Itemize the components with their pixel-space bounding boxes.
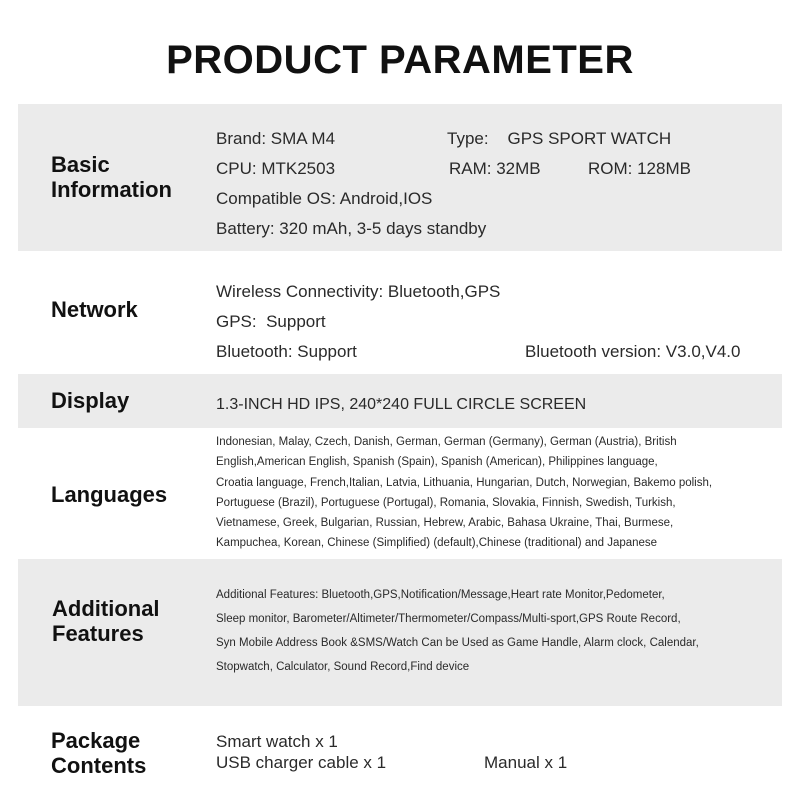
usb-charger-item: USB charger cable x 1 <box>216 753 387 772</box>
brand-text: Brand: SMA M4 <box>216 129 336 148</box>
languages-line: Portuguese (Brazil), Portuguese (Portugal), Romania, Slovakia, Finnish, Swedish, Turkish, <box>216 496 676 509</box>
basic-label-line1: Basic <box>51 152 110 177</box>
languages-line: Indonesian, Malay, Czech, Danish, German, German (Germany), German (Austria), British <box>216 436 677 448</box>
page-title: PRODUCT PARAMETER <box>166 38 634 82</box>
additional-features-line: Sleep monitor, Barometer/Altimeter/Thermometer/Compass/Multi-sport,GPS Route Record, <box>216 613 681 625</box>
languages-section <box>18 428 782 559</box>
rom-text: ROM: 128MB <box>588 159 691 178</box>
display-label: Display <box>51 388 130 413</box>
package-label-line2: Contents <box>51 753 147 778</box>
additional-features-section <box>18 559 782 706</box>
basic-information-label <box>51 152 172 202</box>
additional-label-line1: Additional <box>52 596 160 621</box>
manual-item: Manual x 1 <box>484 753 568 772</box>
additional-features-line: Additional Features: Bluetooth,GPS,Notification/Message,Heart rate Monitor,Pedometer, <box>216 589 665 601</box>
languages-line: English,American English, Spanish (Spain), Spanish (American), Philippines language, <box>216 456 658 469</box>
wireless-text: Wireless Connectivity: Bluetooth,GPS <box>216 282 501 301</box>
package-contents-label <box>51 728 146 778</box>
additional-features-line: Stopwatch, Calculator, Sound Record,Find device <box>216 661 470 673</box>
additional-features-label <box>52 596 160 646</box>
languages-text <box>216 432 751 554</box>
type-text: Type: GPS SPORT WATCH <box>447 129 672 148</box>
additional-features-line: Syn Mobile Address Book &SMS/Watch Can be Used as Game Handle, Alarm clock, Calendar, <box>216 637 699 649</box>
bluetooth-version-text: Bluetooth version: V3.0,V4.0 <box>525 342 741 361</box>
display-section <box>18 374 782 428</box>
display-text: 1.3-INCH HD IPS, 240*240 FULL CIRCLE SCREEN <box>216 396 587 413</box>
languages-label: Languages <box>51 482 168 507</box>
cpu-text: CPU: MTK2503 <box>216 159 336 178</box>
compatible-os-text: Compatible OS: Android,IOS <box>216 189 433 208</box>
smart-watch-item: Smart watch x 1 <box>216 732 338 751</box>
ram-text: RAM: 32MB <box>449 159 541 178</box>
battery-text: Battery: 320 mAh, 3-5 days standby <box>216 219 487 238</box>
basic-information-section <box>18 104 782 251</box>
network-section <box>18 251 782 373</box>
basic-label-line2: Information <box>51 177 172 202</box>
languages-line: Vietnamese, Greek, Bulgarian, Russian, Hebrew, Arabic, Bahasa Ukraine, Thai, Burmese, <box>216 517 674 530</box>
package-contents-section <box>18 706 782 800</box>
package-label-line1: Package <box>51 728 141 753</box>
additional-features-text <box>216 583 751 679</box>
additional-label-line2: Features <box>52 621 144 646</box>
network-label: Network <box>51 297 138 322</box>
languages-line: Croatia language, French,Italian, Latvia, Lithuania, Hungarian, Dutch, Norwegian, Bakemo polish, <box>216 476 713 489</box>
gps-text: GPS: Support <box>216 312 326 331</box>
languages-line: Kampuchea, Korean, Chinese (Simplified) (default),Chinese (traditional) and Japanese <box>216 537 658 550</box>
bluetooth-text: Bluetooth: Support <box>216 342 357 361</box>
